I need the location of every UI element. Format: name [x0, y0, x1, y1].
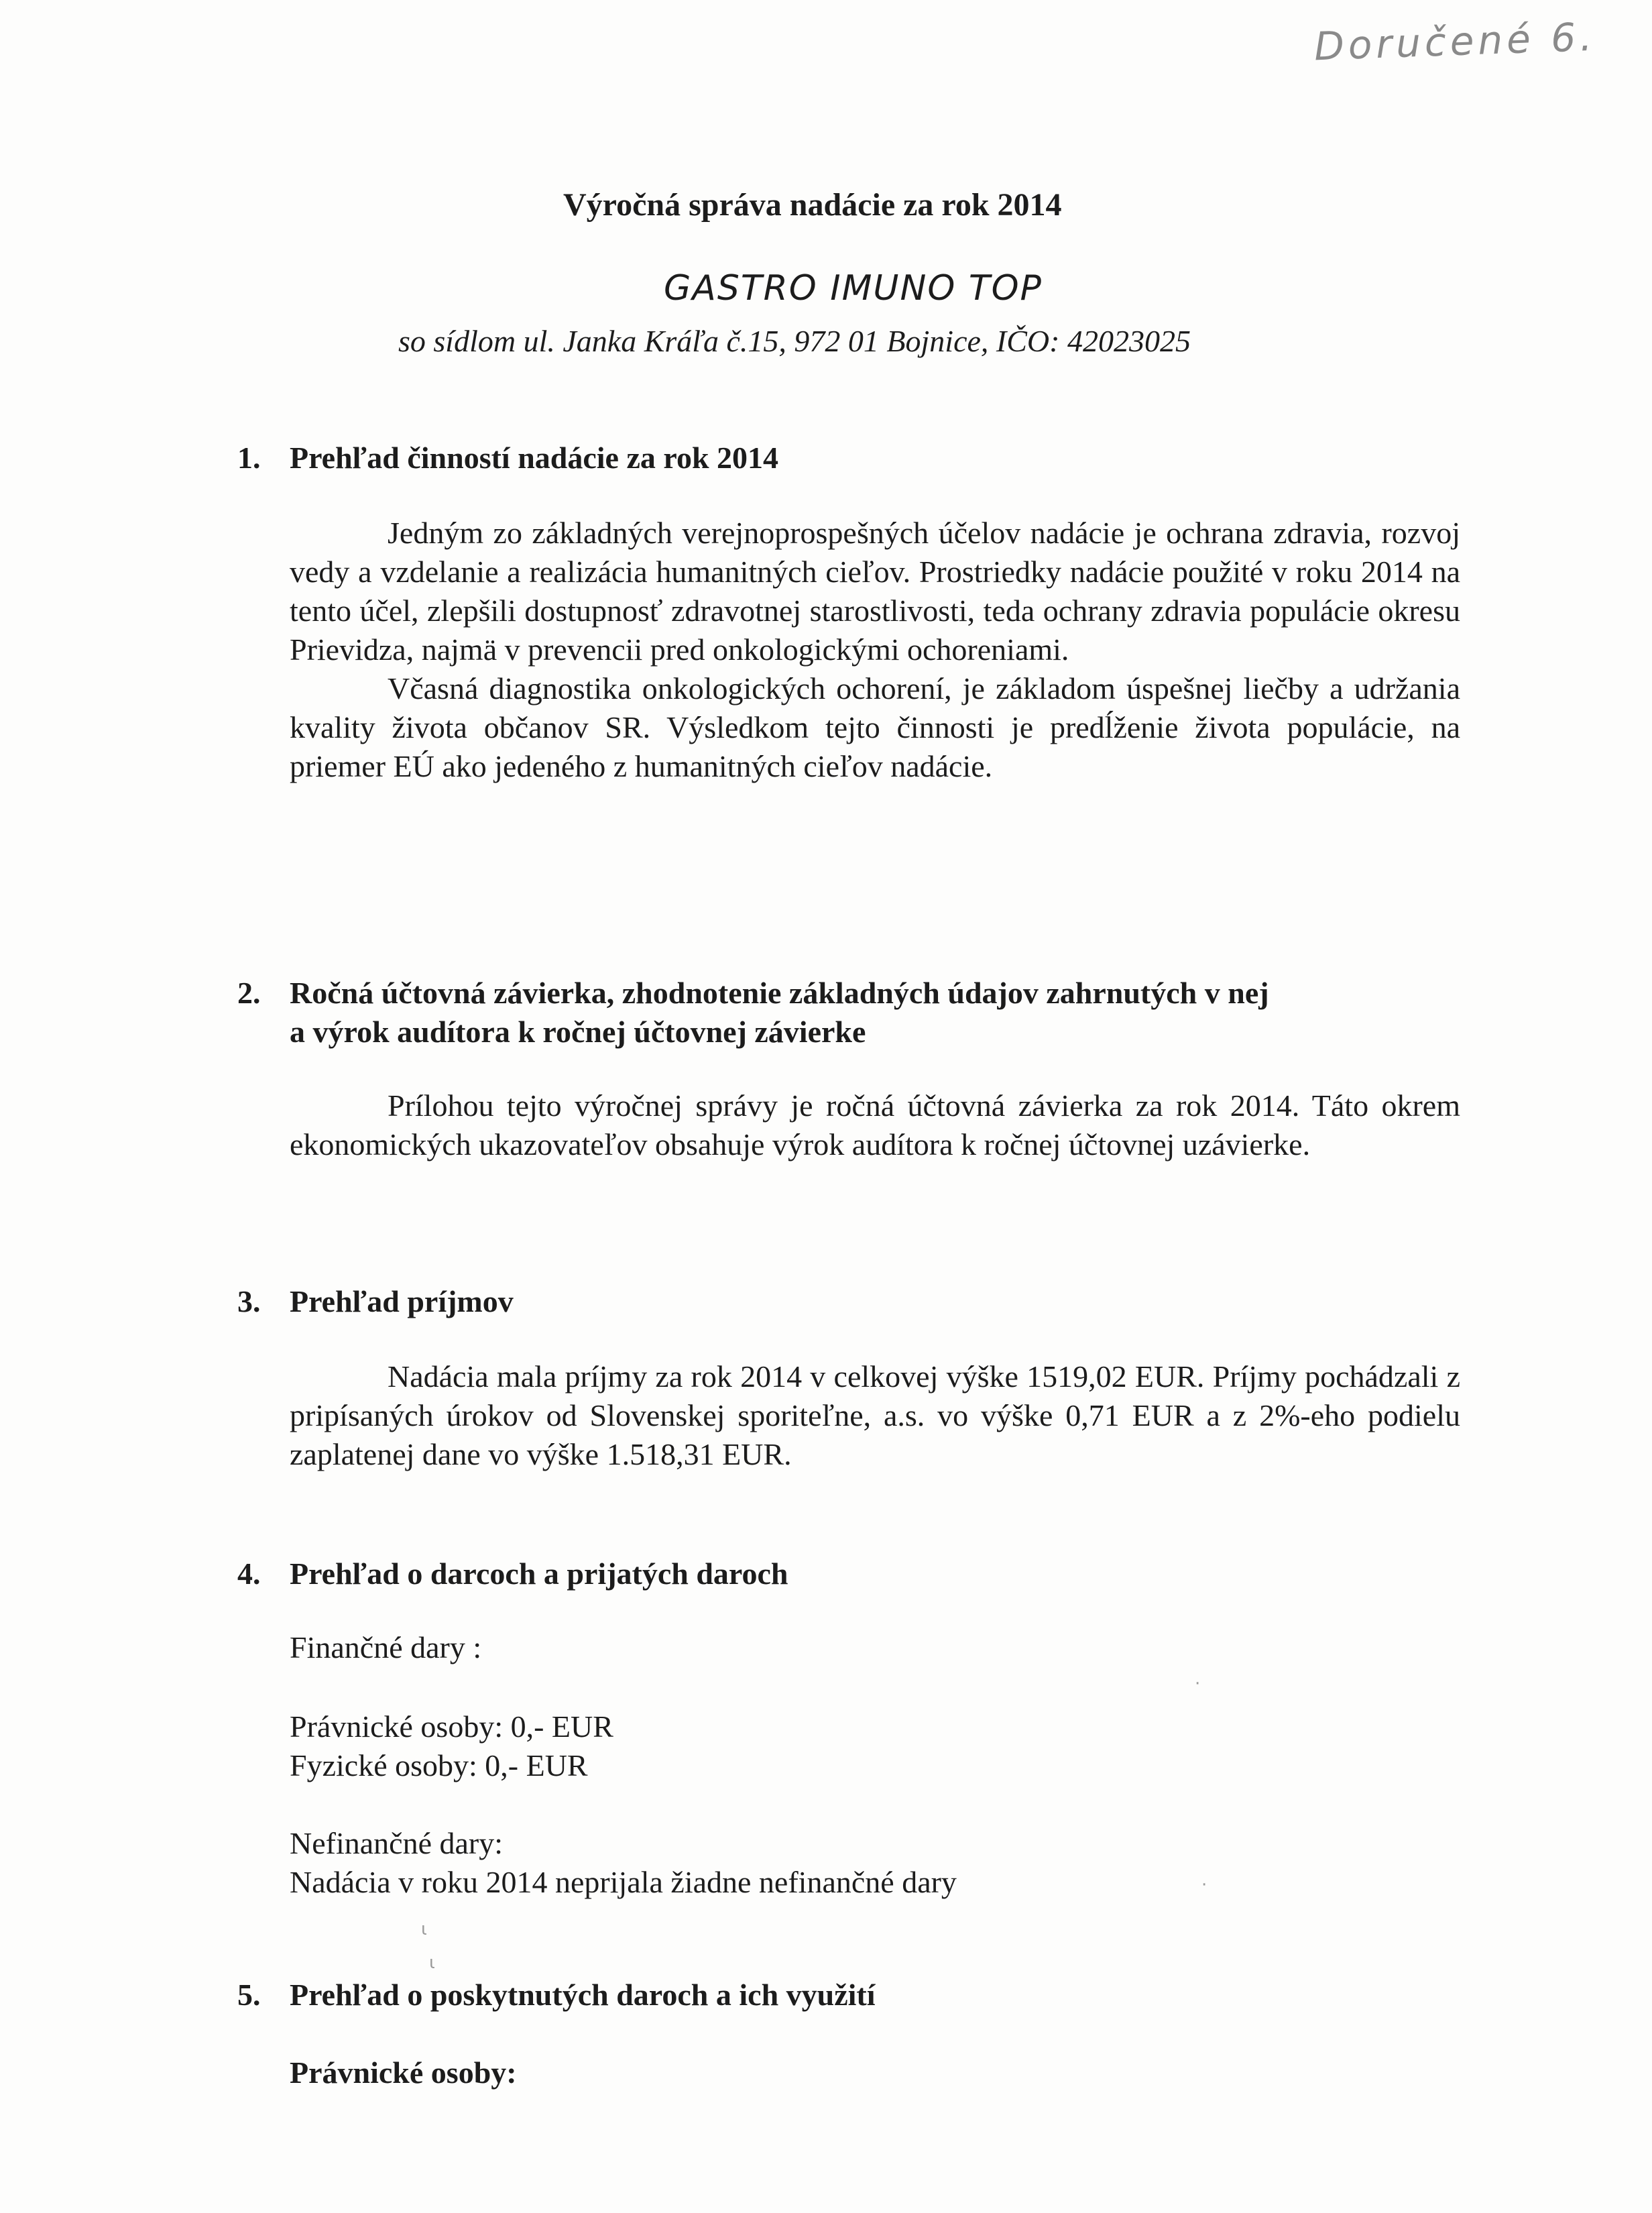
section-4-heading [237, 1556, 788, 1591]
financial-gifts-label: Finančné dary : [290, 1630, 482, 1664]
section-3-heading [237, 1284, 514, 1319]
section-title: Prehľad o darcoch a prijatých daroch [290, 1556, 788, 1591]
scan-speck: ɩ [429, 1953, 435, 1973]
paragraph: Prílohou tejto výročnej správy je ročná účtovná závierka za rok 2014. Táto okrem ekonomických ukazovateľov obsahuje výrok audítora k ročnej účtovnej uzávierke. [290, 1088, 1460, 1161]
scan-speck: · [1201, 1875, 1207, 1895]
section-number: 4. [237, 1556, 261, 1591]
scan-speck: · [1195, 1674, 1201, 1694]
section-number: 3. [237, 1284, 261, 1318]
paragraph: Jedným zo základných verejnoprospešných účelov nadácie je ochrana zdravia, rozvoj vedy a vzdelanie a realizácia humanitných cieľov. Prostriedky nadácie použité v roku 2014 na tento účel, zlepšili dostupnosť zdravotnej starostlivosti, teda ochrany zdravia populácie okresu Prievidza, najmä v prevencii pred onkologickými ochoreniami. [290, 516, 1460, 667]
natural-persons-gifts: Fyzické osoby: 0,- EUR [290, 1748, 588, 1782]
section-title: Prehľad o poskytnutých daroch a ich využití [290, 1978, 876, 2012]
document-title: Výročná správa nadácie za rok 2014 [563, 187, 1062, 223]
paragraph: Nadácia mala príjmy za rok 2014 v celkovej výške 1519,02 EUR. Príjmy pochádzali z pripísaných úrokov od Slovenskej sporiteľne, a.s. vo výške 0,71 EUR a z 2%-eho podielu zaplatenej dane vo výške 1.518,31 EUR. [290, 1359, 1460, 1471]
section-number: 2. [237, 976, 261, 1010]
section-1-body [290, 514, 1460, 786]
section-2-body [290, 1086, 1460, 1164]
scan-speck: ɩ [421, 1919, 427, 1939]
handwritten-note: Doručené 6. [1313, 13, 1597, 70]
section-title-line-2: a výrok audítora k ročnej účtovnej závierke [290, 1015, 866, 1049]
section-3-body [290, 1357, 1460, 1474]
nonfinancial-gifts-text: Nadácia v roku 2014 neprijala žiadne nefinančné dary [290, 1865, 957, 1899]
section-2-heading [237, 974, 1269, 1052]
section-number: 5. [237, 1978, 261, 2012]
section-1-heading [237, 440, 779, 475]
organization-name: GASTRO IMUNO TOP [664, 268, 1043, 308]
section-5-heading [237, 1977, 876, 2012]
section-number: 1. [237, 441, 261, 475]
nonfinancial-gifts-label: Nefinančné dary: [290, 1826, 504, 1860]
organization-address: so sídlom ul. Janka Kráľa č.15, 972 01 Bojnice, IČO: 42023025 [398, 324, 1191, 358]
section-title: Prehľad príjmov [290, 1284, 514, 1318]
section-title-line-1: Ročná účtovná závierka, zhodnotenie základných údajov zahrnutých v nej [290, 976, 1269, 1010]
paragraph: Včasná diagnostika onkologických ochorení, je základom úspešnej liečby a udržania kvality života občanov SR. Výsledkom tejto činnosti je predĺženie života populácie, na priemer EÚ ako jedeného z humanitných cieľov nadácie. [290, 671, 1460, 783]
legal-persons-gifts: Právnické osoby: 0,- EUR [290, 1709, 613, 1744]
section-title: Prehľad činností nadácie za rok 2014 [290, 441, 779, 475]
section-5-subheading: Právnické osoby: [290, 2055, 517, 2090]
